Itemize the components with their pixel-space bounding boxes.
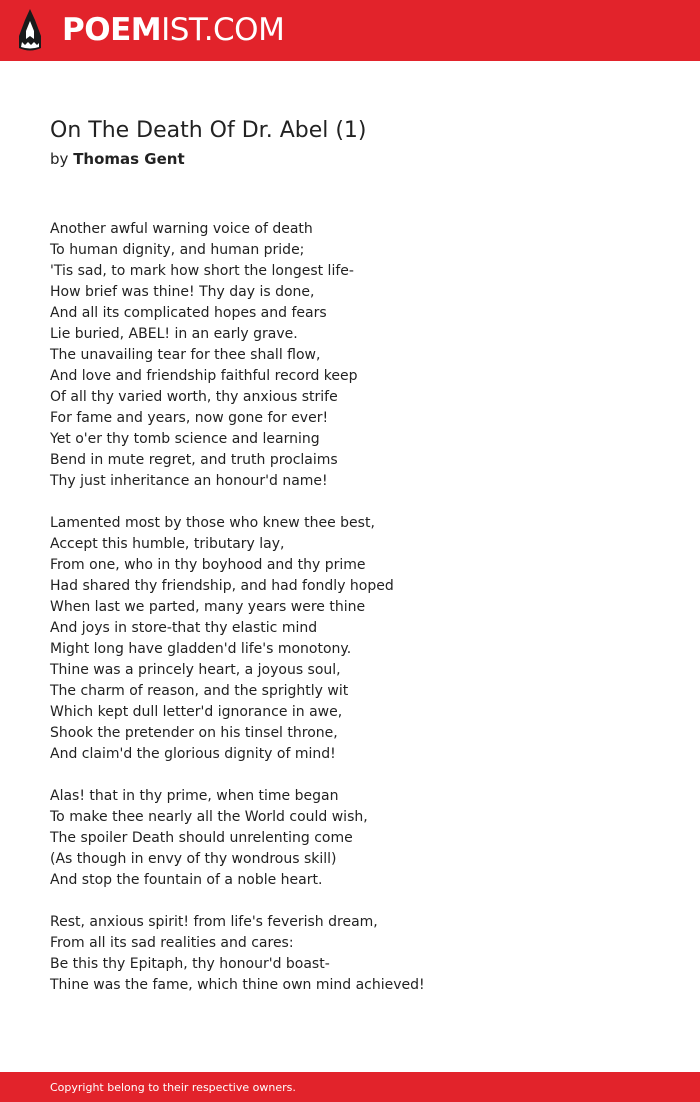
- poem-line: Rest, anxious spirit! from life's feverish dream,: [50, 914, 378, 930]
- poem-line: Alas! that in thy prime, when time began: [50, 788, 339, 804]
- poem-line: For fame and years, now gone for ever!: [50, 410, 329, 426]
- logo-light-text: IST.COM: [161, 12, 285, 48]
- poem-line: Thine was the fame, which thine own mind achieved!: [50, 977, 425, 993]
- poem-line: Yet o'er thy tomb science and learning: [50, 431, 320, 447]
- poem-line: And joys in store-that thy elastic mind: [50, 620, 318, 636]
- poem-line: Be this thy Epitaph, thy honour'd boast-: [50, 956, 330, 972]
- poem-line: From one, who in thy boyhood and thy prime: [50, 557, 366, 573]
- by-label: by: [50, 150, 69, 168]
- poem-line: Lie buried, ABEL! in an early grave.: [50, 326, 298, 342]
- poem-line: 'Tis sad, to mark how short the longest life-: [50, 263, 354, 279]
- site-logo[interactable]: [62, 11, 284, 49]
- poem-line: Might long have gladden'd life's monotony.: [50, 641, 352, 657]
- poem-line: Of all thy varied worth, thy anxious strife: [50, 389, 338, 405]
- poem-line: (As though in envy of thy wondrous skill): [50, 851, 337, 867]
- poem-line: Had shared thy friendship, and had fondly hoped: [50, 578, 394, 594]
- poem-line: The unavailing tear for thee shall flow,: [50, 347, 321, 363]
- poem-stanza: [50, 786, 650, 891]
- author-name: Thomas Gent: [73, 150, 185, 168]
- poem-line: When last we parted, many years were thine: [50, 599, 366, 615]
- poem-line: The spoiler Death should unrelenting come: [50, 830, 353, 846]
- poem-line: From all its sad realities and cares:: [50, 935, 294, 951]
- poem-line: Thy just inheritance an honour'd name!: [50, 473, 328, 489]
- poem-line: Thine was a princely heart, a joyous soul,: [50, 662, 341, 678]
- poem-line: And claim'd the glorious dignity of mind!: [50, 746, 336, 762]
- logo-bold-text: POEM: [62, 12, 162, 48]
- poem-stanza: [50, 513, 650, 765]
- poem-line: And all its complicated hopes and fears: [50, 305, 327, 321]
- header-bar: [0, 0, 700, 61]
- poem-line: And stop the fountain of a noble heart.: [50, 872, 323, 888]
- poem-line: Bend in mute regret, and truth proclaims: [50, 452, 338, 468]
- poem-stanza: [50, 912, 650, 996]
- copyright-text: Copyright belong to their respective owners.: [50, 1081, 296, 1094]
- poem-line: To human dignity, and human pride;: [50, 242, 305, 258]
- poem-line: The charm of reason, and the sprightly wit: [50, 683, 349, 699]
- poem-line: Which kept dull letter'd ignorance in awe,: [50, 704, 343, 720]
- poem-line: How brief was thine! Thy day is done,: [50, 284, 315, 300]
- poem-line: Lamented most by those who knew thee best,: [50, 515, 375, 531]
- poem-line: Shook the pretender on his tinsel throne,: [50, 725, 338, 741]
- byline: [50, 148, 185, 170]
- poem-line: Accept this humble, tributary lay,: [50, 536, 285, 552]
- footer-bar: [0, 1072, 700, 1102]
- poem-body: [50, 219, 650, 1017]
- poem-stanza: [50, 219, 650, 492]
- poem-line: To make thee nearly all the World could wish,: [50, 809, 368, 825]
- poem-line: And love and friendship faithful record keep: [50, 368, 358, 384]
- poem-title: On The Death Of Dr. Abel (1): [50, 118, 367, 143]
- pen-nib-icon: [17, 9, 43, 52]
- poem-line: Another awful warning voice of death: [50, 221, 313, 237]
